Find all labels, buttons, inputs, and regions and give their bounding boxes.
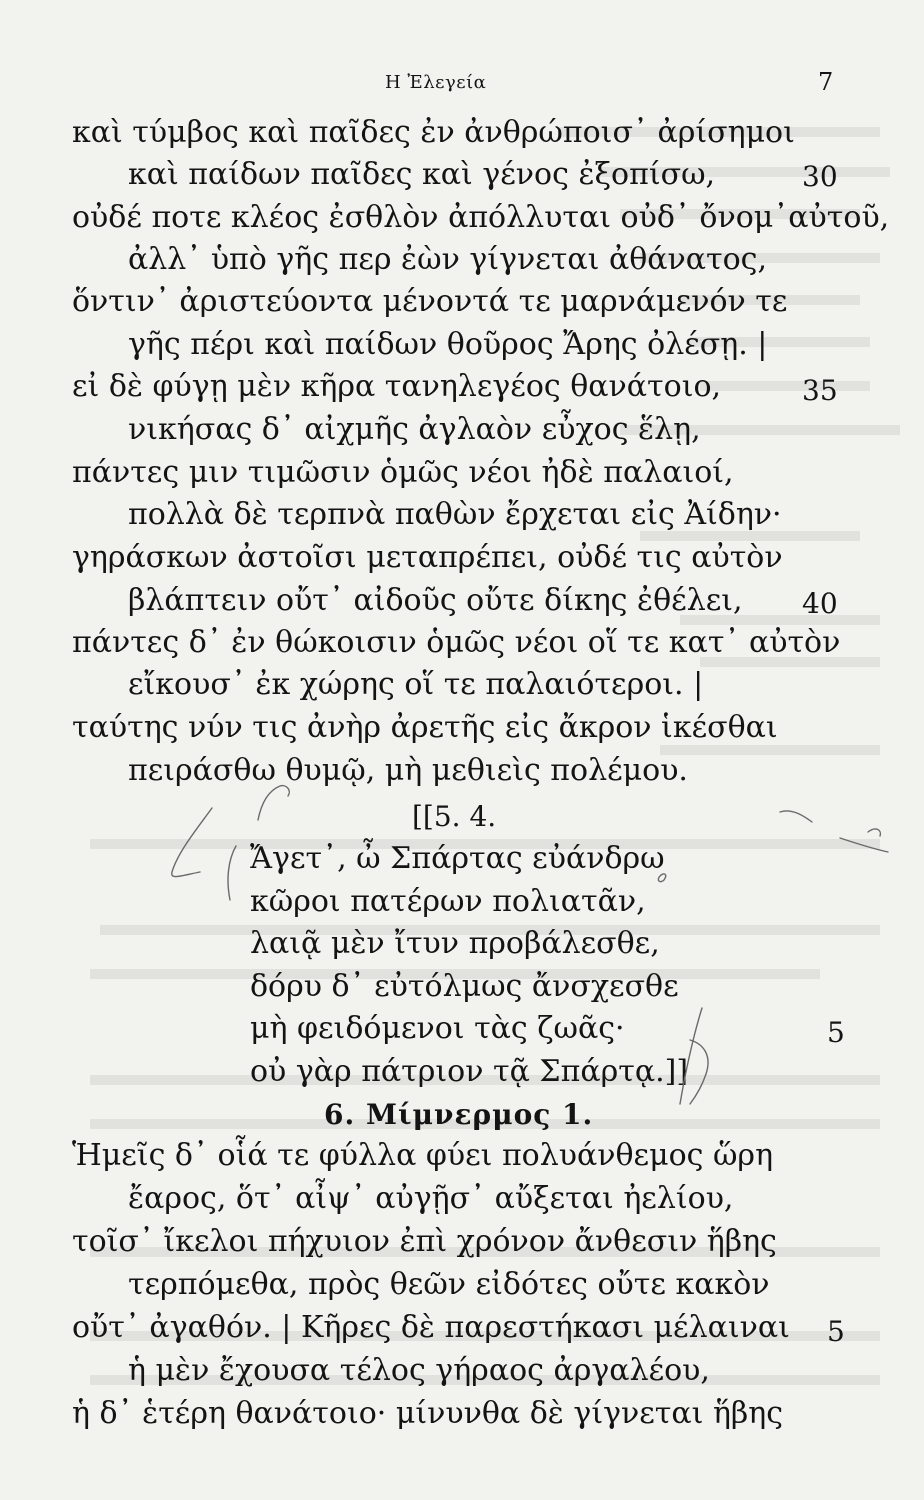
verse-line: βλάπτειν οὔτ᾽ αἰδοῦς οὔτε δίκης ἐθέλει, <box>128 583 743 618</box>
verse-line: οὐδέ ποτε κλέος ἐσθλὸν ἀπόλλυται οὐδ᾽ ὄνομ᾽αὐτοῦ, <box>72 200 890 235</box>
verse-line: ἡ δ᾽ ἑτέρη θανάτοιο· μίνυνθα δὲ γίγνεται ἥβης <box>72 1396 784 1431</box>
verse-line: λαιᾷ μὲν ἴτυν προβάλεσθε, <box>250 926 660 961</box>
verse-line: οὐ γὰρ πάτριον τᾷ Σπάρτᾳ.]] <box>250 1054 689 1089</box>
verse-line: καὶ τύμβος καὶ παῖδες ἐν ἀνθρώποισ᾽ ἀρίσημοι <box>72 115 795 150</box>
verse-line: ἡ μὲν ἔχουσα τέλος γήραος ἀργαλέου, <box>128 1353 710 1388</box>
verse-line: Ἄγετ᾽, ὦ Σπάρτας εὐάνδρω <box>250 841 665 876</box>
verse-line: εἴκουσ᾽ ἐκ χώρης οἵ τε παλαιότεροι. | <box>128 667 704 702</box>
verse-line: γῆς πέρι καὶ παίδων θοῦρος Ἄρης ὀλέσῃ. | <box>128 327 768 362</box>
verse-line: τερπόμεθα, πρὸς θεῶν εἰδότες οὔτε κακὸν <box>128 1267 770 1302</box>
line-number: 35 <box>802 374 838 407</box>
verse-line: εἰ δὲ φύγῃ μὲν κῆρα τανηλεγέος θανάτοιο, <box>72 369 722 404</box>
fragment-label: [[5. 4. <box>412 800 497 833</box>
verse-line: μὴ φειδόμενοι τὰς ζωᾶς· <box>250 1011 625 1046</box>
line-number: 5 <box>827 1315 845 1348</box>
verse-line: πολλὰ δὲ τερπνὰ παθὼν ἔρχεται εἰς Ἀίδην· <box>128 497 782 532</box>
verse-line: πάντες μιν τιμῶσιν ὁμῶς νέοι ἠδὲ παλαιοί, <box>72 455 734 490</box>
verse-line: πειράσθω θυμῷ, μὴ μεθιεὶς πολέμου. <box>128 753 688 788</box>
running-title: Η Ἐλεγεία <box>385 72 487 93</box>
verse-line: δόρυ δ᾽ εὐτόλμως ἄνσχεσθε <box>250 969 679 1004</box>
verse-line: ὅντιν᾽ ἀριστεύοντα μένοντά τε μαρνάμενόν τε <box>72 284 788 319</box>
verse-line: ἔαρος, ὅτ᾽ αἶψ᾽ αὐγῇσ᾽ αὔξεται ἠελίου, <box>128 1181 734 1216</box>
verse-line: καὶ παίδων παῖδες καὶ γένος ἐξοπίσω, <box>128 157 716 192</box>
line-number: 30 <box>802 160 838 193</box>
verse-line: τοῖσ᾽ ἴκελοι πήχυιον ἐπὶ χρόνον ἄνθεσιν ἥβης <box>72 1224 777 1259</box>
section-heading: 6. Μίμνερμος 1. <box>324 1098 594 1131</box>
verse-line: οὔτ᾽ ἀγαθόν. | Κῆρες δὲ παρεστήκασι μέλαιναι <box>72 1310 790 1345</box>
verse-line: πάντες δ᾽ ἐν θώκοισιν ὁμῶς νέοι οἵ τε κατ᾽ αὐτὸν <box>72 625 841 660</box>
page-number: 7 <box>818 68 834 96</box>
verse-line: ἀλλ᾽ ὑπὸ γῆς περ ἐὼν γίγνεται ἀθάνατος, <box>128 242 768 277</box>
line-number: 5 <box>827 1016 845 1049</box>
verse-line: κῶροι πατέρων πολιατᾶν, <box>250 884 646 919</box>
page-header <box>0 68 924 102</box>
verse-line: Ἡμεῖς δ᾽ οἷά τε φύλλα φύει πολυάνθεμος ὥρη <box>72 1138 774 1173</box>
verse-line: νικήσας δ᾽ αἰχμῆς ἀγλαὸν εὖχος ἕλῃ, <box>128 412 701 447</box>
line-number: 40 <box>802 587 838 620</box>
verse-line: ταύτης νύν τις ἀνὴρ ἀρετῆς εἰς ἄκρον ἱκέσθαι <box>72 710 778 745</box>
verse-line: γηράσκων ἀστοῖσι μεταπρέπει, οὐδέ τις αὐτὸν <box>72 540 783 575</box>
